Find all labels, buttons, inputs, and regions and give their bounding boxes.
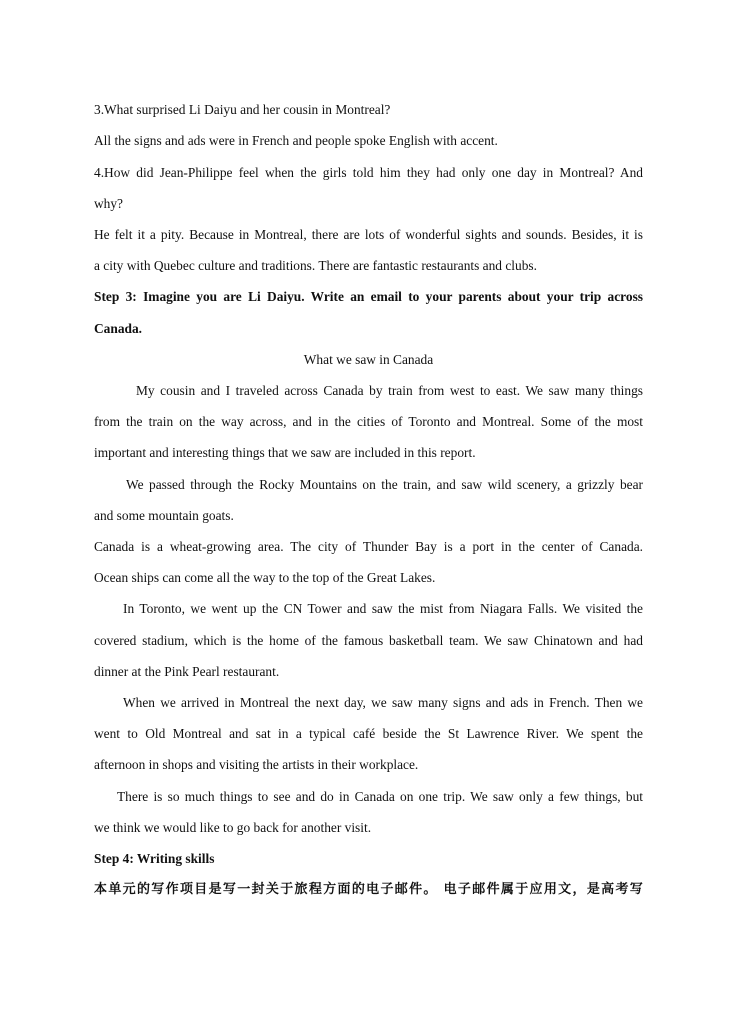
question-3: 3.What surprised Li Daiyu and her cousin in Montreal?	[94, 102, 391, 117]
report-p4-line-1: In Toronto, we went up the CN Tower and saw the mist from Niagara Falls. We visited the	[123, 601, 643, 616]
step-4-heading: Step 4: Writing skills	[94, 851, 215, 866]
answer-3: All the signs and ads were in French and people spoke English with accent.	[94, 133, 498, 148]
answer-4-line-1: He felt it a pity. Because in Montreal, there are lots of wonderful sights and sounds. Besides, it is	[94, 227, 643, 242]
report-p6-line-2: we think we would like to go back for another visit.	[94, 820, 372, 835]
report-p6-line-1: There is so much things to see and do in Canada on one trip. We saw only a few things, but	[117, 789, 643, 804]
step-3-heading-line-2: Canada.	[94, 321, 142, 336]
report-p4-line-2: covered stadium, which is the home of the famous basketball team. We saw Chinatown and had	[94, 633, 643, 648]
report-p1-line-3: important and interesting things that we saw are included in this report.	[94, 445, 476, 460]
question-4-line-2: why?	[94, 196, 124, 211]
report-p5-line-1: When we arrived in Montreal the next day, we saw many signs and ads in French. Then we	[123, 695, 643, 710]
report-p3-line-1: Canada is a wheat-growing area. The city of Thunder Bay is a port in the center of Canada.	[94, 539, 643, 554]
report-p2-line-1: We passed through the Rocky Mountains on the train, and saw wild scenery, a grizzly bear	[126, 477, 643, 492]
step-3-heading-line-1: Step 3: Imagine you are Li Daiyu. Write an email to your parents about your trip across	[94, 289, 643, 304]
step-4-chinese-line-1: 本单元的写作项目是写一封关于旅程方面的电子邮件。 电子邮件属于应用文，是高考写	[94, 882, 643, 897]
report-p3-line-2: Ocean ships can come all the way to the top of the Great Lakes.	[94, 570, 436, 585]
report-p1-line-2: from the train on the way across, and in the cities of Toronto and Montreal. Some of the most	[94, 414, 643, 429]
report-p4-line-3: dinner at the Pink Pearl restaurant.	[94, 664, 280, 679]
report-p5-line-2: went to Old Montreal and sat in a typical café beside the St Lawrence River. We spent the	[94, 726, 643, 741]
answer-4-line-2: a city with Quebec culture and traditions. There are fantastic restaurants and clubs.	[94, 258, 537, 273]
question-4-line-1: 4.How did Jean-Philippe feel when the girls told him they had only one day in Montreal? And	[94, 165, 643, 180]
report-p1-line-1: My cousin and I traveled across Canada by train from west to east. We saw many things	[136, 383, 643, 398]
report-p2-line-2: and some mountain goats.	[94, 508, 234, 523]
report-p5-line-3: afternoon in shops and visiting the artists in their workplace.	[94, 757, 419, 772]
report-title: What we saw in Canada	[303, 352, 434, 367]
